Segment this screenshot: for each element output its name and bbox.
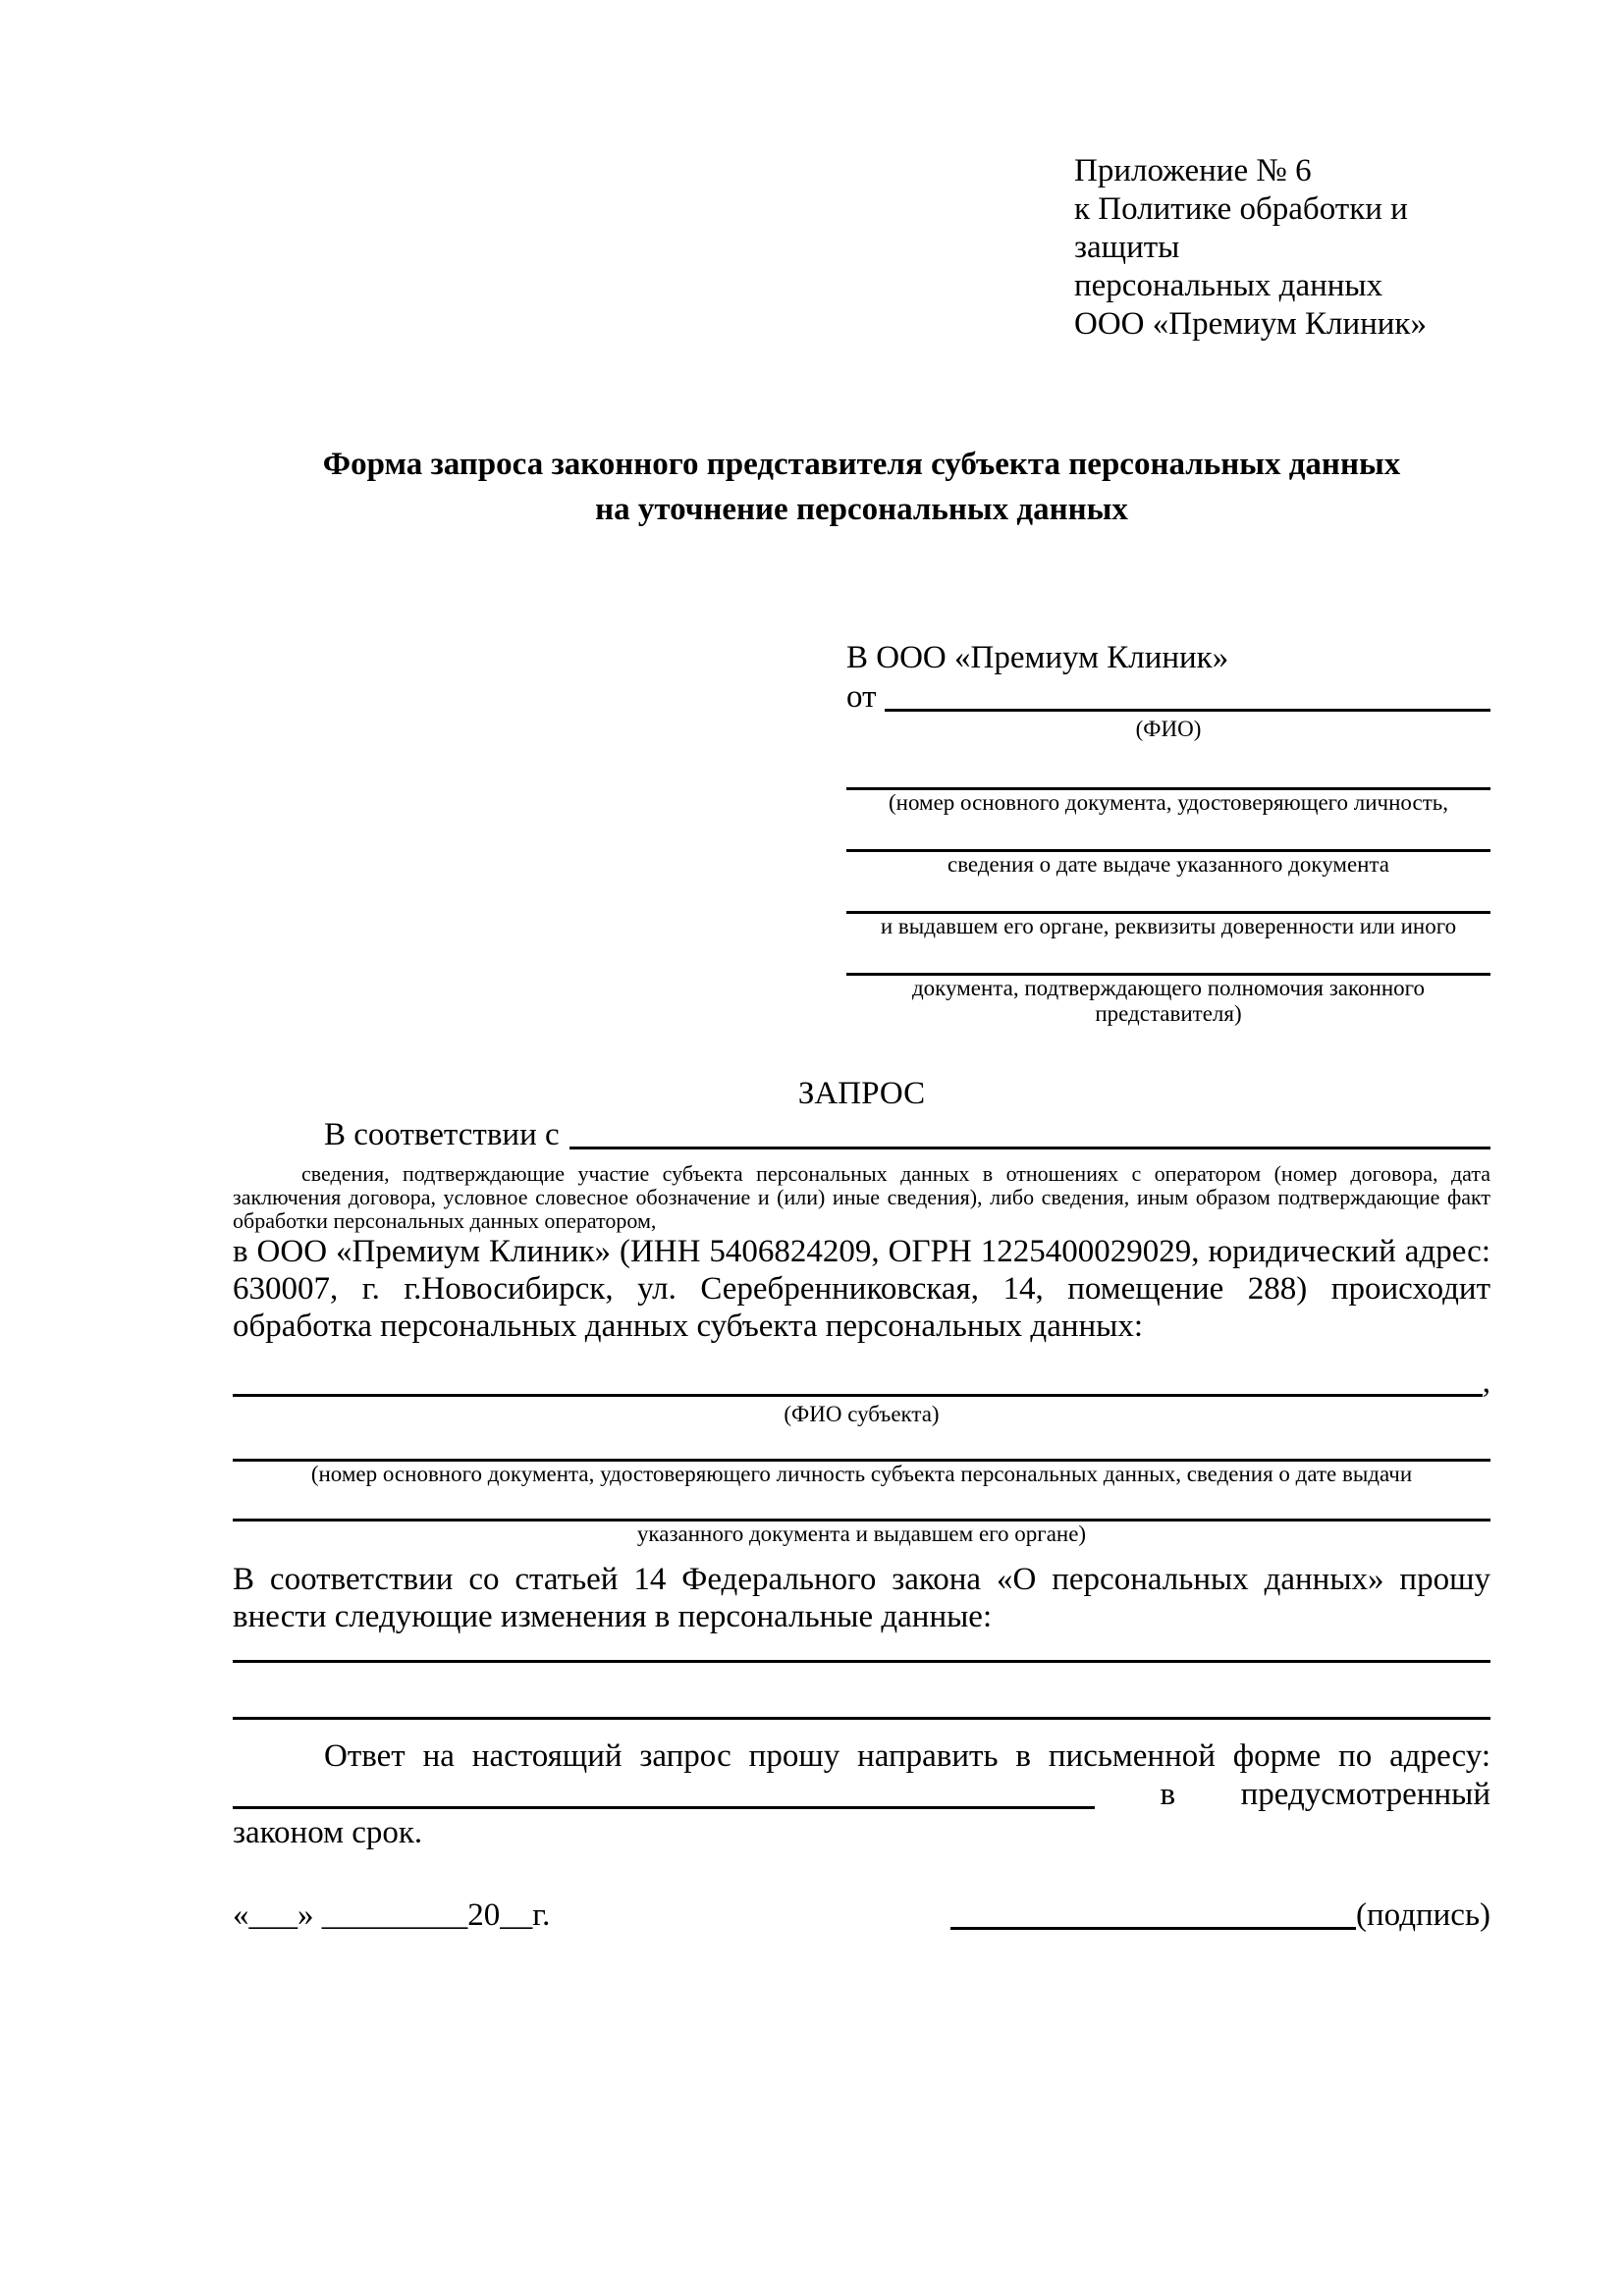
signature-group (950, 1896, 1490, 1935)
subject-doc-blank-line (233, 1487, 1490, 1522)
appendix-note-line: к Политике обработки и защиты (1074, 191, 1408, 265)
appendix-note-line: Приложение № 6 (1074, 153, 1312, 188)
changes-blank-line (233, 1717, 1490, 1720)
representative-fio-blank-line (885, 677, 1491, 712)
fio-caption: (ФИО) (1135, 717, 1202, 741)
representative-doc-caption: (номер основного документа, удостоверяющего личность, (888, 790, 1448, 815)
addressee-org: В ООО «Премиум Клиник» (846, 640, 1229, 675)
response-tail-word: в (1160, 1777, 1176, 1812)
accordance-row (233, 1115, 1490, 1154)
address-blank-line (233, 1775, 1095, 1809)
appendix-note-line: ООО «Премиум Клиник» (1074, 306, 1427, 342)
form-title-line-1: Форма запроса законного представителя субъекта персональных данных (322, 447, 1401, 482)
operator-paragraph: в ООО «Премиум Клиник» (ИНН 5406824209, ОГРН 1225400029029, юридический адрес: 630007, г. г.Новосибирск, ул. Серебренниковская, 14, помещение 288) происходит обработка персональных данных субъекта персональных данных: (233, 1234, 1490, 1344)
subject-fio-comma: , (1482, 1364, 1490, 1400)
representative-doc-caption: и выдавшем его органе, реквизиты доверенности или иного (880, 914, 1457, 938)
addressee-block (846, 638, 1490, 1027)
from-row (846, 677, 1490, 717)
representative-doc-blank-line (846, 816, 1490, 852)
response-tail-word: предусмотренный (1240, 1777, 1490, 1812)
subject-fio-row (233, 1362, 1490, 1402)
appendix-note-line: персональных данных (1074, 268, 1383, 303)
representative-doc-blank-line (846, 939, 1490, 976)
representative-doc-caption: сведения о дате выдаче указанного документа (947, 852, 1390, 877)
accordance-label: В соответствии с (324, 1117, 560, 1152)
basis-note: сведения, подтверждающие участие субъекта персональных данных в отношениях с оператором (номер договора, дата заключения договора, условное словесное обозначение и (или) иные сведения), либо сведения, иным образом подтверждающие факт обработки персональных данных оператором, (233, 1161, 1490, 1233)
signature-blank-line (950, 1927, 1356, 1930)
form-title-line-2: на уточнение персональных данных (595, 492, 1128, 527)
from-label: от (846, 679, 877, 715)
footer-row (233, 1896, 1490, 1935)
form-title (233, 442, 1490, 532)
response-paragraph: Ответ на настоящий запрос прошу направить в письменной форме по адресу: (324, 1738, 1490, 1774)
accordance-blank-line (569, 1115, 1490, 1149)
changes-blank-line (233, 1660, 1490, 1663)
representative-doc-caption: документа, подтверждающего полномочия законного представителя) (911, 976, 1425, 1026)
signature-caption: (подпись) (1356, 1897, 1490, 1933)
appendix-note (1074, 152, 1490, 344)
subject-fio-caption: (ФИО субъекта) (784, 1402, 940, 1426)
request-heading: ЗАПРОС (797, 1076, 926, 1111)
representative-doc-blank-line (846, 878, 1490, 914)
article14-paragraph: В соответствии со статьей 14 Федерального закона «О персональных данных» прошу внести следующие изменения в персональные данные: (233, 1562, 1490, 1634)
subject-doc-caption: (номер основного документа, удостоверяющего личность субъекта персональных данных, сведения о дате выдачи (310, 1462, 1413, 1486)
address-row (233, 1775, 1490, 1814)
date-field: «___» _________20__г. (233, 1897, 551, 1933)
subject-doc-blank-line (233, 1427, 1490, 1462)
representative-doc-blank-line (846, 742, 1490, 790)
subject-fio-blank-line (233, 1362, 1483, 1397)
response-tail-end: законом срок. (233, 1815, 423, 1850)
subject-doc-caption: указанного документа и выдавшем его органе) (636, 1522, 1087, 1546)
